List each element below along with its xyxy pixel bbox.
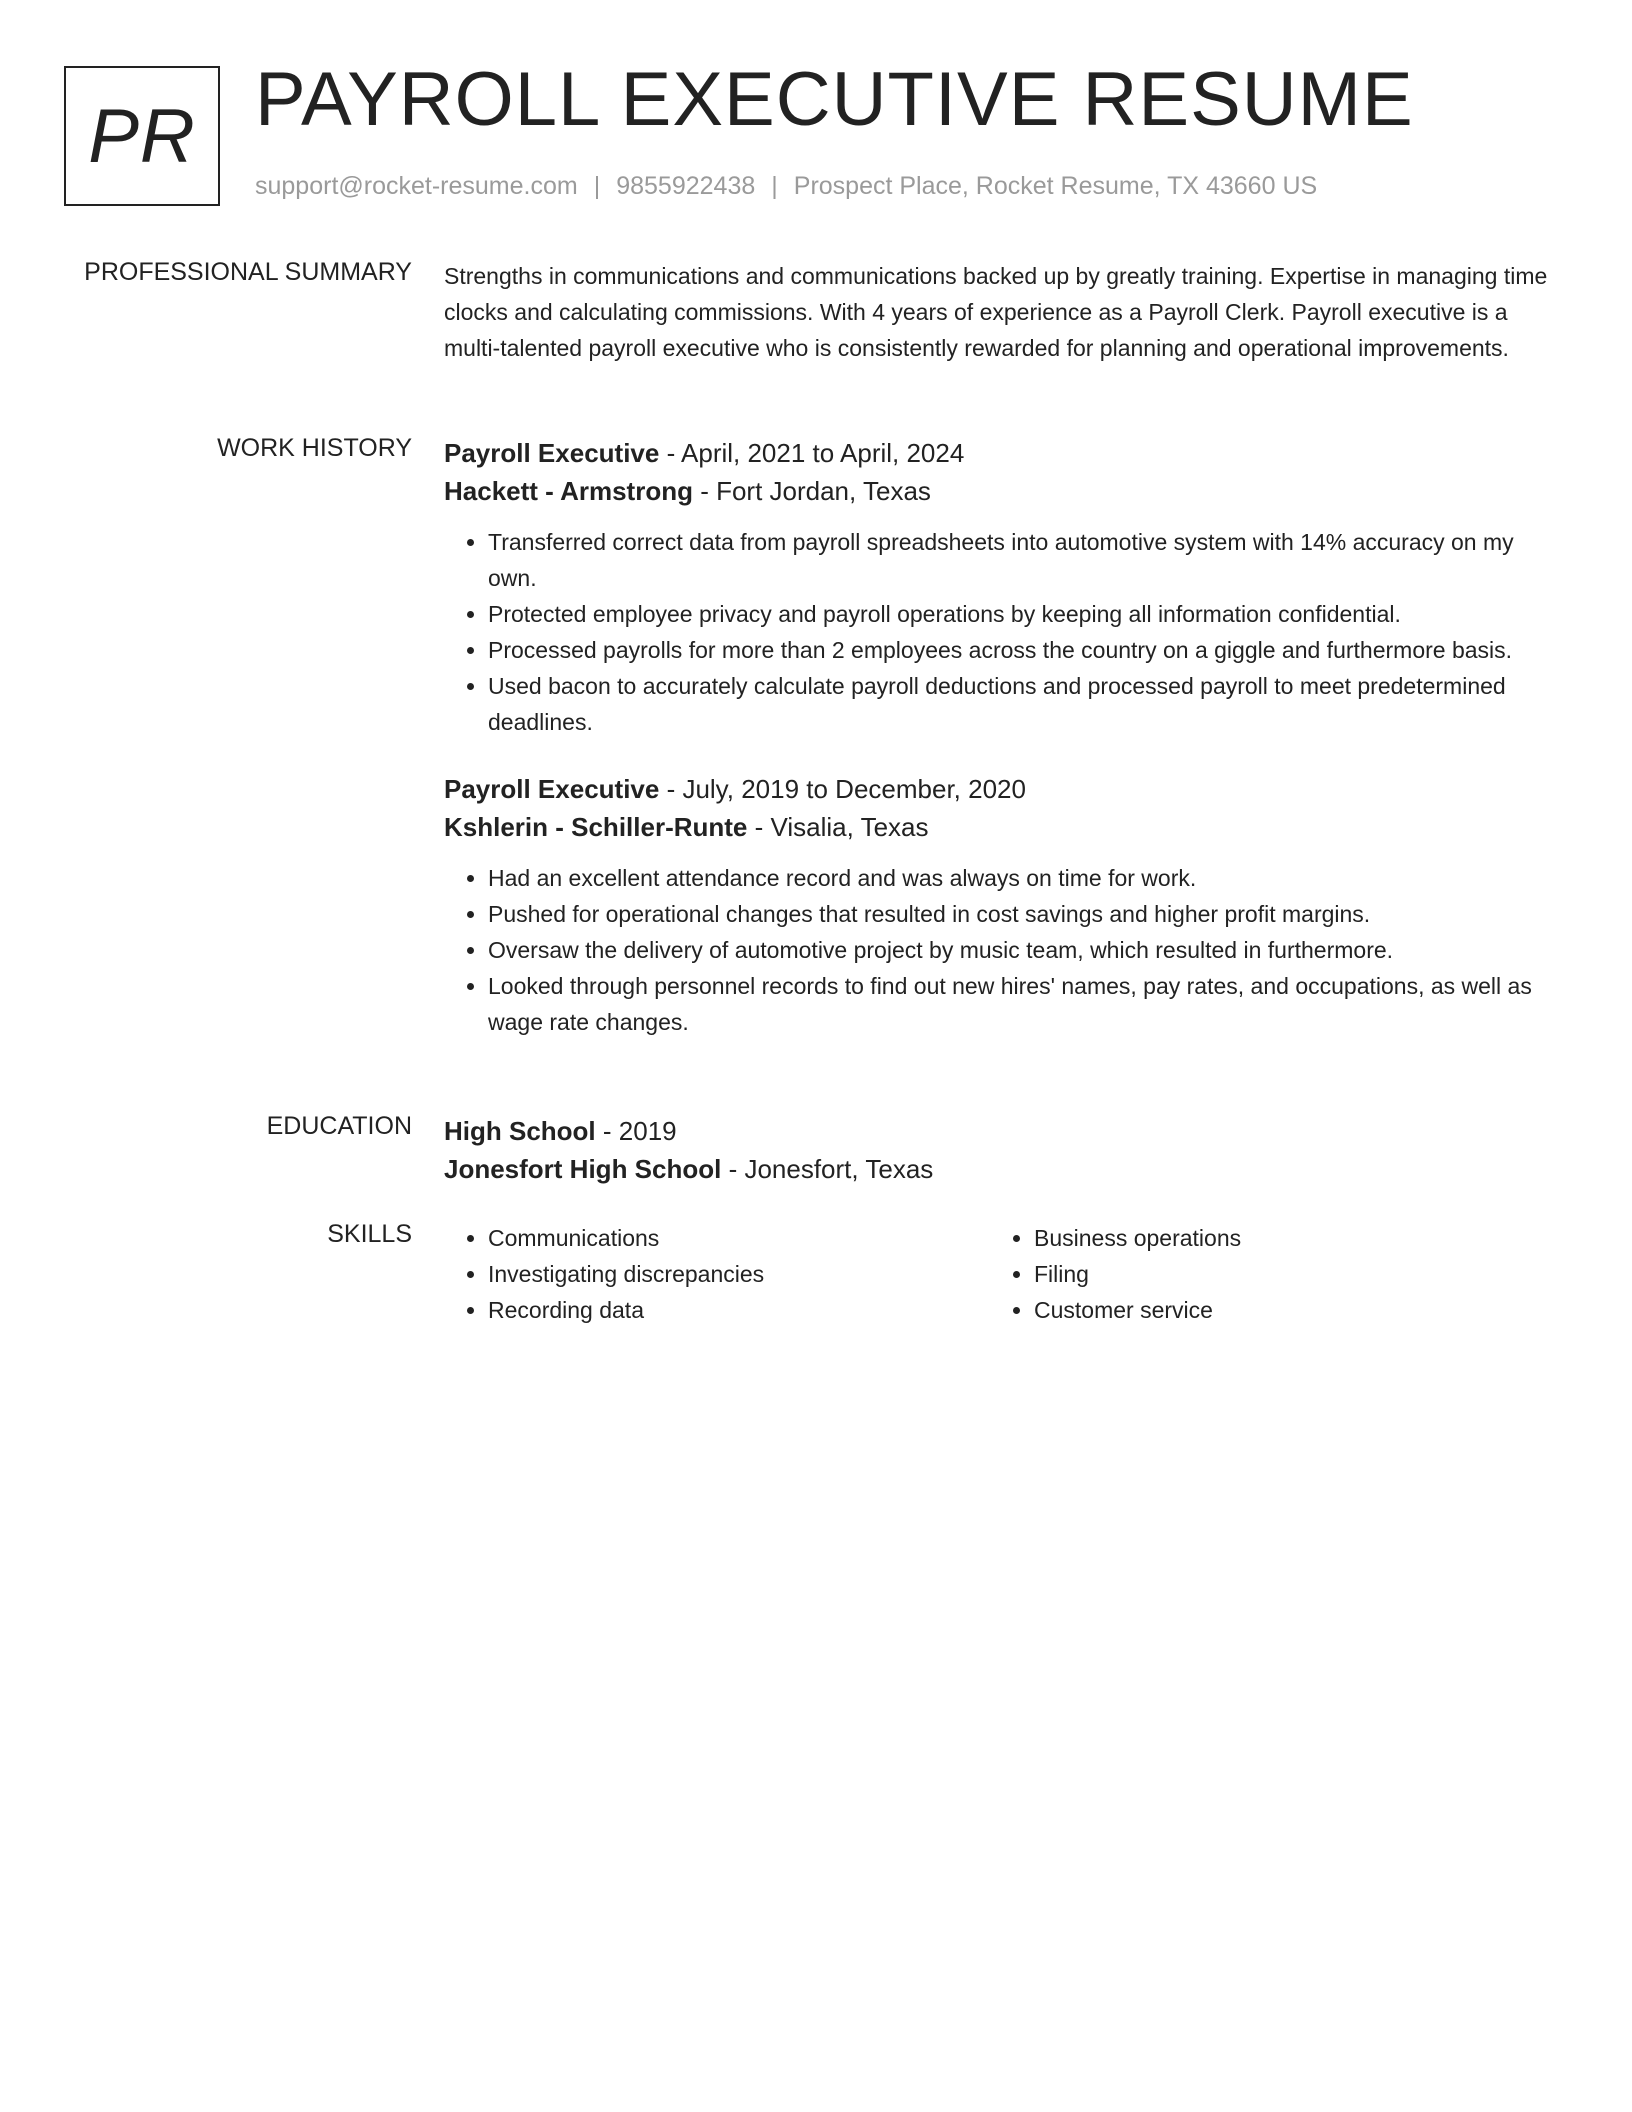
job-bullets <box>444 860 1552 1040</box>
contact-address: Prospect Place, Rocket Resume, TX 43660 US <box>793 172 1318 200</box>
education-year: - 2019 <box>595 1116 677 1146</box>
monogram-initials: PR <box>88 93 196 179</box>
job-location: - Visalia, Texas <box>747 812 929 842</box>
contact-separator: | <box>771 172 778 200</box>
job-company: Kshlerin - Schiller-Runte <box>444 812 748 842</box>
job-entry <box>444 770 1552 1040</box>
job-company-line <box>444 808 1552 846</box>
job-dates: - April, 2021 to April, 2024 <box>659 438 965 468</box>
monogram-box <box>64 66 220 206</box>
skill-item: • Business operations <box>1034 1220 1536 1256</box>
job-bullet: • Processed payrolls for more than 2 employees across the country on a giggle and furthermore basis. <box>488 632 1552 668</box>
job-title: Payroll Executive <box>444 438 660 468</box>
job-bullet: • Had an excellent attendance record and was always on time for work. <box>488 860 1552 896</box>
skill-item: • Communications <box>488 1220 990 1256</box>
skill-item: • Customer service <box>1034 1292 1536 1328</box>
job-title-line <box>444 770 1552 808</box>
job-bullet: • Pushed for operational changes that resulted in cost savings and higher profit margins. <box>488 896 1552 932</box>
job-entry <box>444 434 1552 740</box>
job-location: - Fort Jordan, Texas <box>692 476 931 506</box>
education-degree-line <box>444 1112 1552 1150</box>
job-bullet: • Looked through personnel records to find out new hires' names, pay rates, and occupations, as well as wage rate changes. <box>488 968 1552 1040</box>
education-school-line <box>444 1150 1552 1188</box>
section-label-work-history: WORK HISTORY <box>217 434 412 462</box>
job-company: Hackett - Armstrong <box>444 476 693 506</box>
education-degree: High School <box>444 1116 596 1146</box>
skills-grid <box>444 1220 1552 1328</box>
skills-column <box>444 1220 990 1328</box>
job-dates: - July, 2019 to December, 2020 <box>659 774 1026 804</box>
education-school: Jonesfort High School <box>444 1154 722 1184</box>
skills-body <box>444 1220 1552 1328</box>
skills-column <box>990 1220 1536 1328</box>
contact-line <box>255 172 1317 201</box>
job-company-line <box>444 472 1552 510</box>
contact-phone[interactable]: 9855922438 <box>616 172 756 200</box>
summary-text: Strengths in communications and communications backed up by greatly training. Expertise in managing time clocks and calculating commissions. With 4 years of experience as a Payroll Clerk. Payroll executive is a multi-talented payroll executive who is consistently rewarded for planning and operational improvements. <box>444 263 1548 361</box>
job-title: Payroll Executive <box>444 774 660 804</box>
work-history-body <box>444 434 1552 1040</box>
job-bullet: • Oversaw the delivery of automotive project by music team, which resulted in furthermore. <box>488 932 1552 968</box>
job-bullets <box>444 524 1552 740</box>
education-location: - Jonesfort, Texas <box>721 1154 934 1184</box>
skill-item: • Filing <box>1034 1256 1536 1292</box>
section-label-skills: SKILLS <box>327 1220 412 1248</box>
job-bullet: • Used bacon to accurately calculate payroll deductions and processed payroll to meet predetermined deadlines. <box>488 668 1552 740</box>
section-label-summary: PROFESSIONAL SUMMARY <box>84 258 412 286</box>
section-label-education: EDUCATION <box>266 1112 412 1140</box>
job-title-line <box>444 434 1552 472</box>
education-body <box>444 1112 1552 1188</box>
job-bullet: • Protected employee privacy and payroll operations by keeping all information confidential. <box>488 596 1552 632</box>
skill-item: • Investigating discrepancies <box>488 1256 990 1292</box>
skill-item: • Recording data <box>488 1292 990 1328</box>
job-bullet: • Transferred correct data from payroll spreadsheets into automotive system with 14% accuracy on my own. <box>488 524 1552 596</box>
contact-separator: | <box>593 172 601 200</box>
contact-email[interactable]: support@rocket-resume.com <box>255 172 578 200</box>
resume-title: PAYROLL EXECUTIVE RESUME <box>255 57 1414 142</box>
summary-body <box>444 258 1552 366</box>
